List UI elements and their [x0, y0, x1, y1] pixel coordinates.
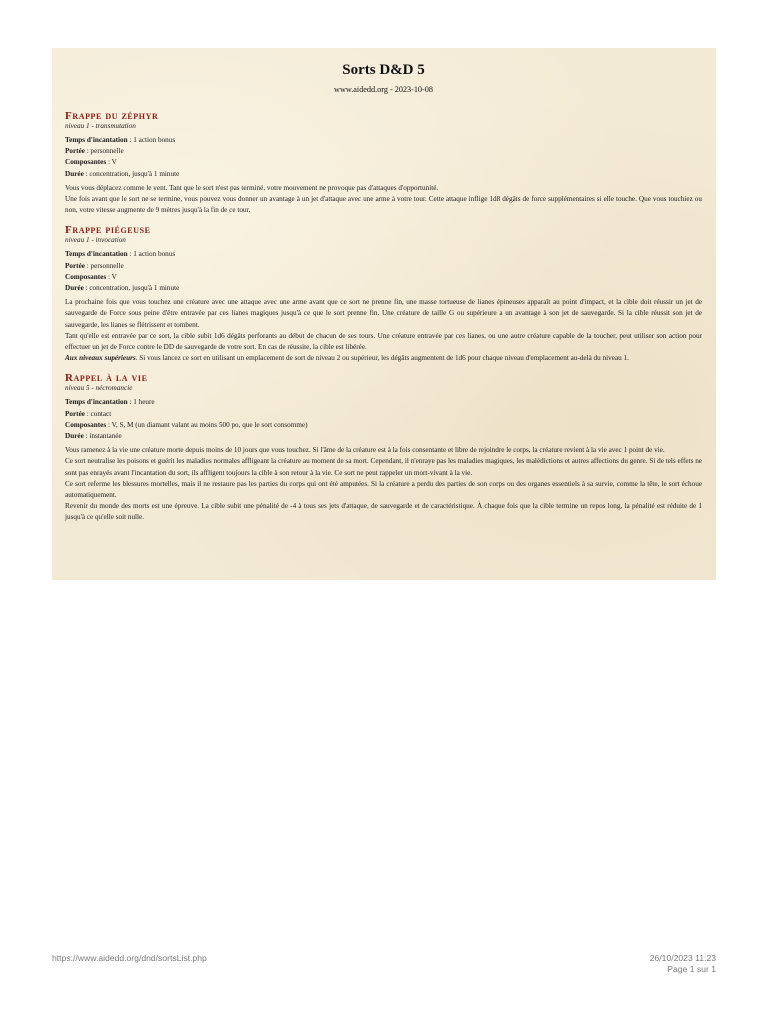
spell-card — [65, 372, 702, 523]
description-paragraph: Revenir du monde des morts est une épreuve. La cible subit une pénalité de -4 à tous ses jets d'attaque, de sauvegarde et de caractéristique. À chaque fois que la cible termine un repos long, la pénalité est réduite de 1 jusqu'à ce qu'elle soit nulle. — [65, 502, 702, 522]
spell-card — [65, 110, 702, 216]
footer-info — [650, 953, 716, 975]
spell-description — [65, 183, 702, 217]
description-paragraph: Ce sort neutralise les poisons et guérit les maladies normales affligeant la créature au moment de sa mort. Cependant, il n'enraye pas les maladies magiques, les malédictions et autres affections du genre. Si de tels effets ne sont pas enrayés avant l'incantation du sort, ils affligent toujours la cible à son retour à la vie. Ce sort ne peut rappeler un mort-vivant à la vie. — [65, 457, 702, 477]
duration-value: concentration, jusqu'à 1 minute — [89, 284, 180, 293]
casting-time-value: 1 heure — [133, 398, 155, 407]
description-paragraph: Tant qu'elle est entravée par ce sort, la cible subit 1d6 dégâts perforants au début de chacun de ses tours. Une créature entravée par ces lianes, ou une autre créature capable de la toucher, peut utiliser son action pour effectuer un jet de Force contre le DD de sauvegarde de votre sort. En cas de réussite, la cible est libérée. — [65, 331, 702, 352]
spell-description — [65, 445, 702, 523]
duration-label: Durée — [65, 169, 84, 178]
casting-time-label: Temps d'incantation — [65, 398, 128, 407]
spell-level-school: niveau 1 - invocation — [65, 236, 126, 245]
higher-levels-paragraph — [65, 353, 702, 364]
spell-level-school: niveau 1 - transmutation — [65, 122, 136, 130]
components-row: Composantes : V — [65, 158, 117, 167]
duration-value: instantanée — [89, 432, 122, 441]
casting-time-row: Temps d'incantation : 1 heure — [65, 398, 155, 407]
duration-row: Durée : instantanée — [65, 432, 122, 441]
range-row: Portée : personnelle — [65, 147, 124, 156]
duration-label: Durée — [65, 432, 84, 441]
spell-level-school: niveau 5 - nécromancie — [65, 384, 133, 393]
higher-levels-text: . Si vous lancez ce sort en utilisant un emplacement de sort de niveau 2 ou supérieur, les dégâts augmentent de 1d6 pour chaque niveau d'emplacement au-delà du niveau 1. — [135, 354, 629, 363]
spell-name: Rappel à la vie — [65, 372, 148, 385]
document-page — [52, 48, 716, 580]
casting-time-label: Temps d'incantation — [65, 250, 128, 259]
footer-page-number: Page 1 sur 1 — [667, 964, 716, 974]
components-label: Composantes — [65, 272, 107, 281]
components-label: Composantes — [65, 158, 107, 167]
description-paragraph: La prochaine fois que vous touchez une créature avec une attaque avec une arme avant que ce sort ne prenne fin, une masse tortueuse de lianes épineuses apparaît au point d'impact, et la cible doit réussir un jet de sauvegarde de Force sous peine d'être entravée par ces lianes magiques jusqu'à ce que le sort prenne fin. Une créature de taille G ou supérieure a un avantage à son jet de sauvegarde. Si la cible réussit son jet de sauvegarde, les lianes se flétrissent et tombent. — [65, 298, 702, 329]
components-label: Composantes — [65, 420, 107, 429]
description-paragraph: Vous vous déplacez comme le vent. Tant que le sort n'est pas terminé, votre mouvement ne provoque pas d'attaques d'opportunité. — [65, 183, 439, 192]
duration-row: Durée : concentration, jusqu'à 1 minute — [65, 169, 180, 178]
footer-url-link[interactable]: https://www.aidedd.org/dnd/sortsList.php — [52, 953, 207, 963]
components-value: V — [111, 272, 117, 281]
higher-levels-label: Aux niveaux supérieurs — [65, 354, 136, 363]
range-row: Portée : contact — [65, 409, 112, 418]
casting-time-label: Temps d'incantation — [65, 136, 128, 144]
range-row: Portée : personnelle — [65, 261, 124, 270]
spell-description — [65, 297, 702, 364]
description-paragraph: Une fois avant que le sort ne se termine, vous pouvez vous donner un avantage à un jet d'attaque avec une arme à votre tour. Cette attaque inflige 1d8 dégâts de force supplémentaires si elle touche. Que vous touchiez ou non, votre vitesse augmente de 9 mètres jusqu'à la fin de ce tour. — [65, 195, 702, 215]
range-value: personnelle — [90, 147, 124, 156]
range-label: Portée — [65, 147, 85, 156]
duration-value: concentration, jusqu'à 1 minute — [89, 169, 180, 178]
range-label: Portée — [65, 409, 85, 418]
footer-datetime: 26/10/2023 11:23 — [649, 953, 716, 963]
range-value: personnelle — [90, 261, 124, 270]
spell-name: Frappe piégeuse — [65, 224, 151, 237]
components-row: Composantes : V, S, M (un diamant valant au moins 500 po, que le sort consomme) — [65, 420, 308, 429]
document-subtitle: www.aidedd.org - 2023-10-08 — [334, 85, 433, 94]
casting-time-row: Temps d'incantation : 1 action bonus — [65, 136, 176, 144]
duration-row: Durée : concentration, jusqu'à 1 minute — [65, 284, 180, 293]
duration-label: Durée — [65, 284, 84, 293]
casting-time-row: Temps d'incantation : 1 action bonus — [65, 250, 176, 259]
casting-time-value: 1 action bonus — [133, 250, 176, 259]
components-row: Composantes : V — [65, 272, 117, 281]
components-value: V — [111, 158, 117, 167]
spell-card — [65, 224, 702, 364]
range-label: Portée — [65, 261, 85, 270]
components-value: V, S, M (un diamant valant au moins 500 po, que le sort consomme) — [111, 420, 308, 429]
description-paragraph: Vous ramenez à la vie une créature morte depuis moins de 10 jours que vous touchez. Si l'âme de la créature est à la fois consentante et libre de rejoindre le corps, la créature revient à la vie avec 1 point de vie. — [65, 446, 665, 455]
document-title: Sorts D&D 5 — [342, 62, 425, 78]
range-value: contact — [90, 409, 112, 418]
casting-time-value: 1 action bonus — [133, 136, 176, 144]
spell-name: Frappe du zéphyr — [65, 110, 159, 122]
description-paragraph: Ce sort referme les blessures mortelles, mais il ne restaure pas les parties du corps qui ont été amputées. Si la créature a perdu des parties de son corps ou des organes essentiels à sa survie, comme la tête, le sort échoue automatiquement. — [65, 479, 702, 500]
